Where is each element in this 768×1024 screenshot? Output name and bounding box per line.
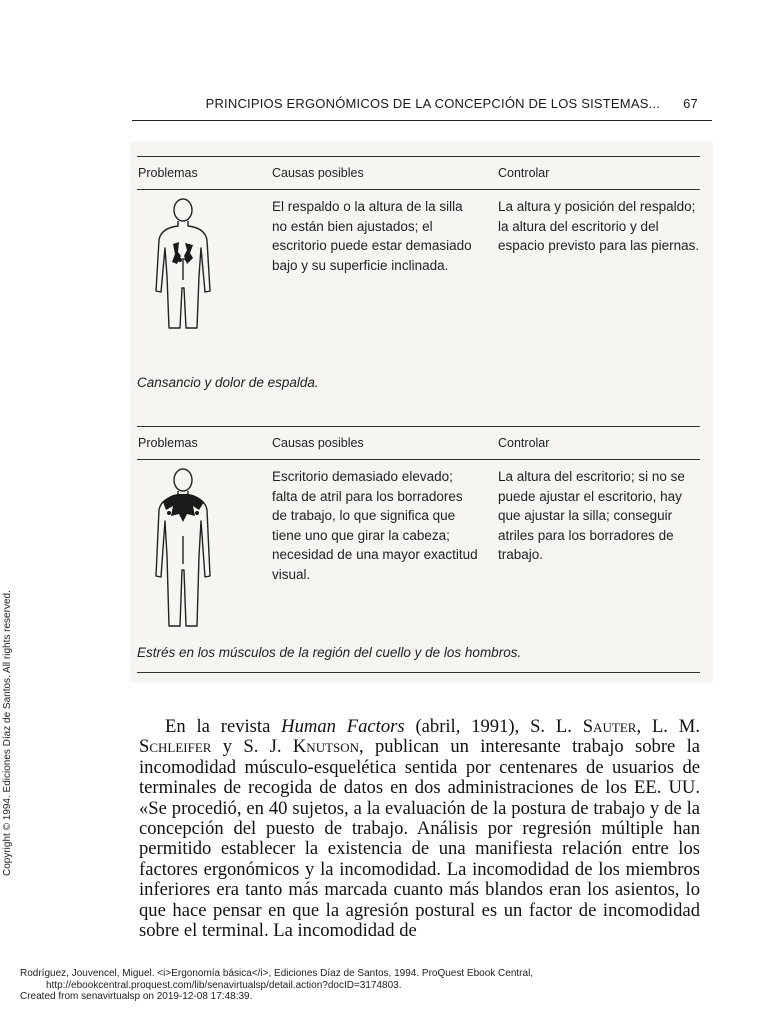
header-control: Controlar — [498, 436, 550, 450]
causes-cell: El respaldo o la altura de la silla no están bien ajustados; el escritorio puede estar demasiado bajo y su superficie inclinada. — [272, 199, 472, 273]
neck-shoulder-stress-body-icon — [151, 466, 221, 631]
problem-table-back — [137, 156, 700, 426]
page-number: 67 — [683, 96, 698, 111]
running-head — [132, 96, 712, 121]
journal-title: Human Factors — [281, 716, 405, 737]
body-text-run: En la revista — [165, 716, 282, 737]
header-problems: Problemas — [138, 166, 198, 180]
table-header-rule — [137, 459, 700, 460]
table-bottom-rule — [137, 672, 700, 673]
table-top-rule — [137, 426, 700, 427]
back-pain-body-icon — [151, 196, 221, 331]
header-causes: Causas posibles — [272, 436, 364, 450]
body-text-run: , publican un interesante trabajo sobre la incomodidad músculo-esquelética sentida por centenares de usuarios de terminales de recogida de datos en dos administraciones de los EE. UU. «Se procedió, en 40 sujetos, a la evaluación de la postura de trabajo y de la concepción del puesto de trabajo. Análisis por regresión múltiple han permitido establecer la existencia de una manifiesta relación entre los factores ergonómicos y la incomodidad. La incomodidad de los miembros inferiores era tanto más marcada cuanto más blandos eran los asientos, lo que hace pensar en que la agresión postural es un factor de incomodidad sobre el terminal. La incomodidad de — [139, 736, 701, 942]
citation-line: Rodríguez, Jouvencel, Miguel. <i>Ergonomía básica</i>, Ediciones Díaz de Santos, 1994. ProQuest Ebook Central, — [20, 968, 534, 979]
controls-cell: La altura y posición del respaldo; la altura del escritorio y del espacio previsto para las piernas. — [498, 199, 700, 253]
table-header-rule — [137, 189, 700, 190]
controls-cell: La altura del escritorio; si no se puede ajustar el escritorio, hay que ajustar la silla; conseguir atriles para los borradores de trabajo. — [498, 469, 685, 562]
citation-created: Created from senavirtualsp on 2019-12-08 17:48:39. — [20, 991, 253, 1002]
body-paragraph — [139, 717, 700, 941]
header-problems: Problemas — [138, 436, 198, 450]
table-top-rule — [137, 156, 700, 157]
author-name: Knutson — [292, 736, 360, 758]
citation-url[interactable]: http://ebookcentral.proquest.com/lib/senavirtualsp/detail.action?docID=3174803. — [46, 979, 402, 991]
running-head-title: PRINCIPIOS ERGONÓMICOS DE LA CONCEPCIÓN DE LOS SISTEMAS... — [205, 96, 660, 111]
author-name: Sauter — [582, 716, 637, 737]
problem-table-neck — [137, 426, 700, 676]
body-text-run: y S. J. — [211, 736, 293, 758]
citation-footer — [20, 968, 740, 1003]
causes-cell: Escritorio demasiado elevado; falta de atril para los borradores de trabajo, lo que significa que tiene uno que girar la cabeza; necesidad de una mayor exactitud visual. — [272, 469, 478, 582]
header-causes: Causas posibles — [272, 166, 364, 180]
body-text-run: , L. M. — [636, 716, 700, 737]
body-text-run: (abril, 1991), S. L. — [404, 716, 583, 737]
copyright-notice: Copyright © 1994. Ediciones Díaz de Santos. All rights reserved. — [2, 590, 13, 876]
table-caption: Cansancio y dolor de espalda. — [137, 375, 319, 390]
table-caption: Estrés en los músculos de la región del cuello y de los hombros. — [137, 645, 522, 660]
header-control: Controlar — [498, 166, 550, 180]
author-name: Schleifer — [139, 736, 212, 758]
